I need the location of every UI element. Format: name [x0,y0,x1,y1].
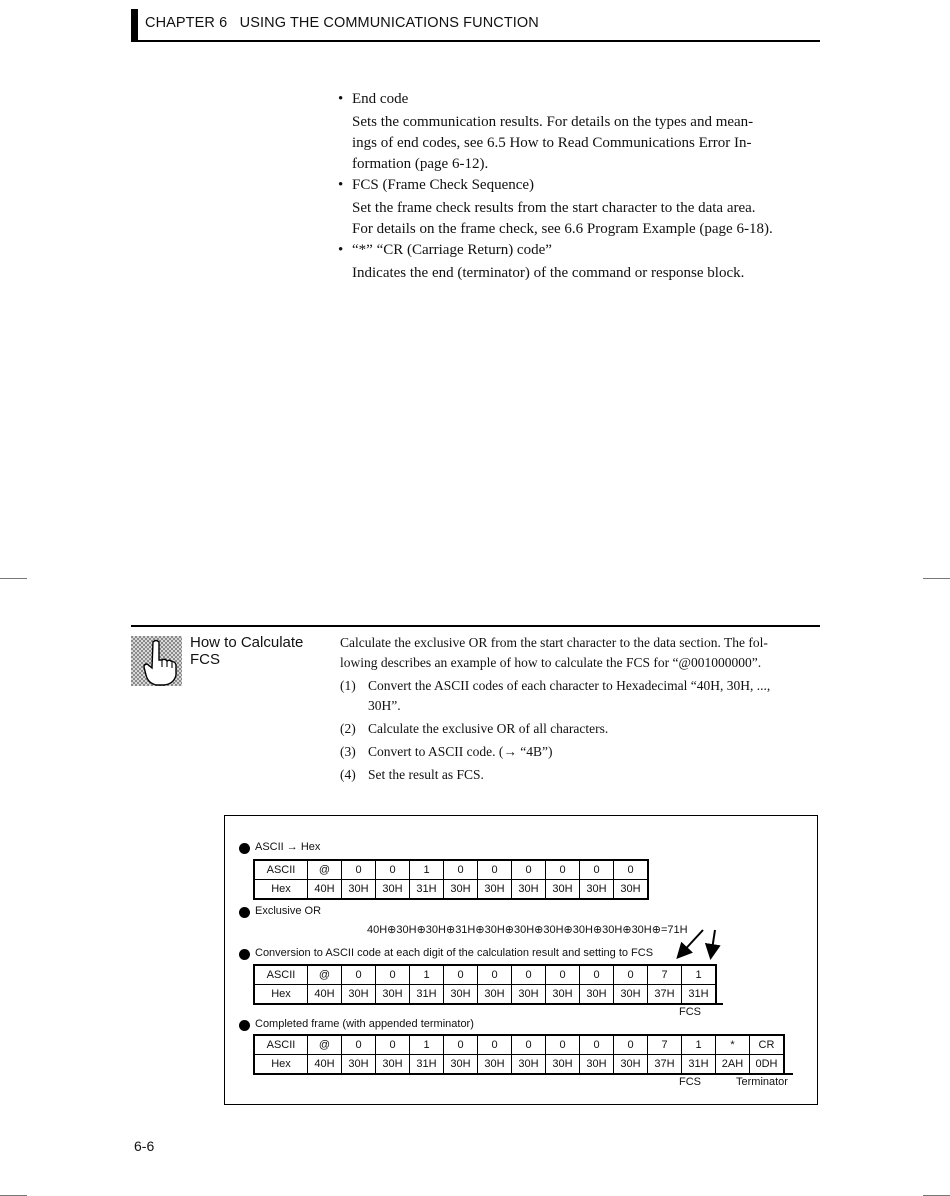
hex-cell: 30H [580,985,614,1005]
step-item [340,765,818,785]
ascii-cell: CR [750,1035,785,1055]
figure-label: ASCII → Hex [255,841,321,853]
fcs-result-table [253,964,717,1005]
ascii-cell: 0 [342,965,376,985]
ascii-cell: * [716,1035,750,1055]
arrow-icons [665,924,725,964]
row-label: Hex [254,985,308,1005]
bullet-dot [239,907,250,918]
list-item-line: Sets the communication results. For details on the types and mean- [352,114,754,130]
hex-cell: 31H [410,880,444,900]
ascii-cell: 0 [580,1035,614,1055]
hex-cell: 30H [580,880,614,900]
list-item-line: formation (page 6-12). [352,156,489,172]
crop-mark [923,578,950,579]
section-body [340,633,818,785]
fcs-underline [660,1003,723,1005]
ascii-cell: 7 [648,965,682,985]
hex-cell: 30H [614,1055,648,1075]
step-item [340,719,818,739]
hex-cell: 30H [546,985,580,1005]
figure-label: Completed frame (with appended terminator) [255,1018,474,1030]
intro-line: Calculate the exclusive OR from the start character to the data section. The fol- [340,635,768,650]
ascii-cell: 0 [614,860,649,880]
figure-label: Exclusive OR [255,905,322,917]
section-heading-line: FCS [190,651,220,668]
hex-cell: 30H [512,880,546,900]
completed-frame-table [253,1034,785,1075]
hex-cell: 30H [512,985,546,1005]
ascii-cell: @ [308,860,342,880]
section-heading [190,634,320,668]
hex-cell: 40H [308,985,342,1005]
hex-cell: 30H [478,1055,512,1075]
hex-cell: 30H [444,1055,478,1075]
section-heading-line: How to Calculate [190,634,304,651]
hex-cell: 30H [478,880,512,900]
ascii-cell: 0 [376,965,410,985]
ascii-cell: 0 [444,1035,478,1055]
hex-cell: 31H [682,985,717,1005]
ascii-cell: 1 [682,1035,716,1055]
hex-cell: 30H [444,985,478,1005]
ascii-cell: 0 [546,965,580,985]
header-rule [138,40,820,42]
hex-cell: 30H [546,1055,580,1075]
step-number: (3) [340,744,356,759]
list-item-title: “*” “CR (Carriage Return) code” [352,242,552,258]
bullet-dot [239,843,250,854]
ascii-cell: 0 [580,965,614,985]
pointing-hand-icon [131,636,182,686]
list-item-line: For details on the frame check, see 6.6 Program Example (page 6-18). [352,221,773,237]
hex-cell: 31H [410,1055,444,1075]
row-label: ASCII [254,965,308,985]
ascii-cell: 0 [580,860,614,880]
chapter-marker-bar [131,9,138,42]
step-number: (4) [340,767,356,782]
hex-cell: 30H [376,985,410,1005]
step-number: (1) [340,678,356,693]
hex-cell: 30H [376,1055,410,1075]
hex-cell: 31H [682,1055,716,1075]
ascii-cell: 1 [410,860,444,880]
hex-cell: 37H [648,985,682,1005]
ascii-hex-table [253,859,649,900]
ascii-cell: 1 [410,965,444,985]
chapter-title: CHAPTER 6 USING THE COMMUNICATIONS FUNCTION [145,15,539,31]
row-label: ASCII [254,1035,308,1055]
list-item-line: Indicates the end (terminator) of the command or response block. [352,265,745,281]
step-line: Set the result as FCS. [368,767,484,782]
hex-cell: 40H [308,880,342,900]
ascii-cell: 0 [546,860,580,880]
hex-cell: 30H [342,880,376,900]
step-line: Convert the ASCII codes of each character to Hexadecimal “40H, 30H, ..., [368,678,771,693]
hex-cell: 30H [342,985,376,1005]
step-line: Convert to ASCII code. (→ “4B”) [368,744,553,759]
ascii-cell: 0 [512,1035,546,1055]
terminator-label: Terminator [736,1076,788,1088]
step-item [340,676,818,716]
hex-cell: 37H [648,1055,682,1075]
fcs-underline [660,1073,723,1075]
ascii-cell: 0 [444,860,478,880]
fcs-calculation-figure [224,815,818,1105]
fcs-label: FCS [679,1006,701,1018]
ascii-cell: 1 [682,965,717,985]
ascii-cell: 0 [376,1035,410,1055]
ascii-cell: 0 [478,1035,512,1055]
ascii-cell: 0 [342,1035,376,1055]
ascii-cell: 0 [478,965,512,985]
list-item: • End code Sets the communication results. For details on the types and mean- ings of end codes, see 6.5 How to Read Communications Error In- formation (page 6-12). [338,89,820,175]
bullet-dot [239,949,250,960]
hex-cell: 30H [376,880,410,900]
ascii-cell: 0 [546,1035,580,1055]
hex-cell: 30H [444,880,478,900]
ascii-cell: 0 [614,965,648,985]
row-label: Hex [254,1055,308,1075]
hex-cell: 30H [546,880,580,900]
list-item-line: ings of end codes, see 6.5 How to Read Communications Error In- [352,135,752,151]
list-item-title: FCS (Frame Check Sequence) [352,177,535,193]
ascii-cell: 0 [342,860,376,880]
page-number: 6-6 [134,1138,155,1154]
bullet-dot [239,1020,250,1031]
hex-cell: 30H [478,985,512,1005]
row-label: Hex [254,880,308,900]
list-item: • FCS (Frame Check Sequence) Set the frame check results from the start character to the data area. For details on the frame check, see 6.6 Program Example (page 6-18). [338,175,820,240]
hex-cell: 0DH [750,1055,785,1075]
ascii-cell: 0 [444,965,478,985]
hex-cell: 30H [614,880,649,900]
crop-mark [0,578,27,579]
ascii-cell: 0 [512,965,546,985]
field-description-list [338,89,820,284]
ascii-cell: 0 [614,1035,648,1055]
terminator-underline [731,1073,793,1075]
hex-cell: 30H [614,985,648,1005]
section-rule [131,625,820,627]
list-item-line: Set the frame check results from the start character to the data area. [352,200,756,216]
hex-cell: 30H [580,1055,614,1075]
hex-cell: 2AH [716,1055,750,1075]
step-item [340,742,818,762]
intro-line: lowing describes an example of how to calculate the FCS for “@001000000”. [340,655,762,670]
step-line: Calculate the exclusive OR of all characters. [368,721,609,736]
list-item-title: End code [352,91,409,107]
step-number: (2) [340,721,356,736]
figure-label: Conversion to ASCII code at each digit of the calculation result and setting to FCS [255,947,654,959]
hex-cell: 31H [410,985,444,1005]
list-item: • “*” “CR (Carriage Return) code” Indicates the end (terminator) of the command or response block. [338,240,820,284]
ascii-cell: @ [308,1035,342,1055]
row-label: ASCII [254,860,308,880]
ascii-cell: 0 [478,860,512,880]
xor-expression: 40H⊕30H⊕30H⊕31H⊕30H⊕30H⊕30H⊕30H⊕30H⊕30H⊕=71H [367,924,688,936]
hex-cell: 40H [308,1055,342,1075]
ascii-cell: 0 [376,860,410,880]
ascii-cell: @ [308,965,342,985]
hex-cell: 30H [512,1055,546,1075]
hex-cell: 30H [342,1055,376,1075]
ascii-cell: 1 [410,1035,444,1055]
step-line: 30H”. [368,698,401,713]
ascii-cell: 0 [512,860,546,880]
fcs-label: FCS [679,1076,701,1088]
ascii-cell: 7 [648,1035,682,1055]
